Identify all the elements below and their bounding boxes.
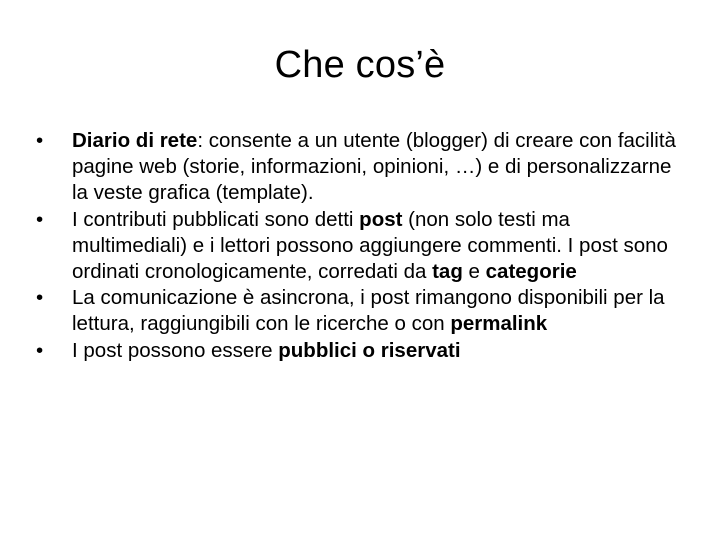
bullet-item — [36, 338, 686, 364]
bullet-text-bold: Diario di rete — [72, 129, 198, 152]
bullet-text: : consente a un utente (blogger) di creare con facilità pagine web (storie, informazioni, opinioni, …) e di personalizzarne la veste grafica (template). — [72, 129, 676, 205]
bullet-item — [36, 285, 686, 337]
bullet-text-bold: post — [359, 207, 403, 231]
bullet-text-bold: tag — [432, 260, 463, 284]
bullet-text-bold: permalink — [450, 312, 548, 336]
bullet-text: e — [462, 260, 486, 284]
bullet-dot-icon: • — [36, 207, 44, 231]
bullet-text-bold: categorie — [485, 260, 577, 284]
bullet-text: I post possono essere — [72, 338, 279, 362]
bullet-text-bold: pubblici o riservati — [278, 338, 461, 362]
bullet-item — [36, 207, 686, 286]
bullet-text: I contributi pubblicati sono detti — [72, 207, 360, 231]
bullet-list — [36, 128, 686, 364]
bullet-dot-icon: • — [36, 286, 44, 310]
bullet-text: (non solo testi ma multimediali) e i lettori possono aggiungere commenti. I post sono ordinati cronologicamente, corredati da — [72, 207, 668, 284]
bullet-dot-icon: • — [36, 338, 44, 362]
bullet-item — [36, 128, 686, 207]
slide-title: Che cos’è — [274, 44, 446, 86]
bullet-dot-icon: • — [36, 129, 44, 152]
bullet-text: La comunicazione è asincrona, i post rimangono disponibili per la lettura, raggiungibili con le ricerche o con — [72, 286, 665, 336]
